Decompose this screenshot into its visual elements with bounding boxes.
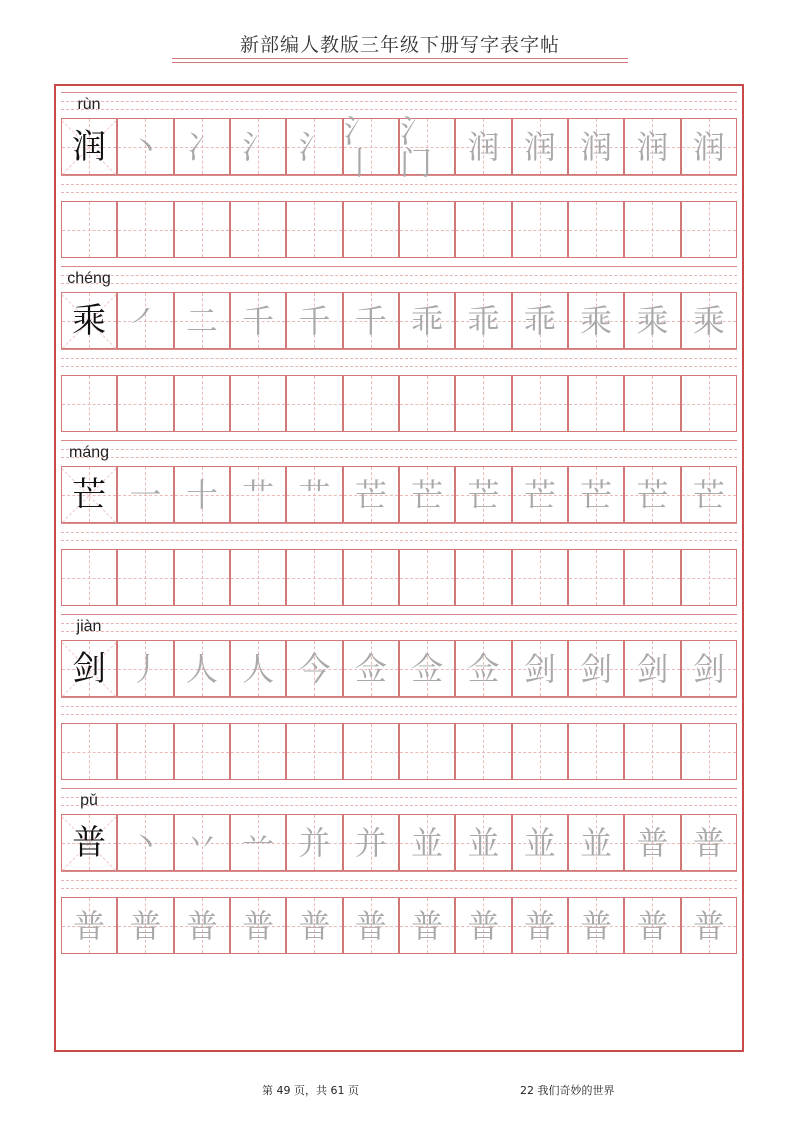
stroke-cell: [568, 118, 624, 175]
stroke-cell: [343, 466, 399, 523]
pinyin-guide-line: [61, 175, 737, 176]
practice-cell: [681, 897, 737, 954]
stroke-cell: [681, 640, 737, 697]
stroke-cell: [512, 814, 568, 871]
center-guide: [596, 550, 597, 605]
model-character: 剑: [72, 648, 107, 689]
stroke-order-character: 润: [523, 127, 556, 166]
stroke-order-character: 艹: [298, 475, 331, 514]
stroke-order-character: 丿: [129, 649, 162, 688]
stroke-order-character: 芒: [580, 475, 613, 514]
model-cell: [61, 292, 117, 349]
practice-cell: [681, 201, 737, 258]
center-guide: [540, 550, 541, 605]
model-character: 乘: [72, 300, 107, 341]
center-guide: [427, 550, 428, 605]
pinyin-label: máng: [68, 444, 110, 461]
trace-character: 普: [73, 906, 106, 945]
stroke-cell: [174, 640, 230, 697]
center-guide: [371, 376, 372, 431]
practice-cell: [624, 897, 680, 954]
stroke-order-character: 千: [298, 301, 331, 340]
pinyin-guide-line: [61, 349, 737, 350]
center-guide: [371, 550, 372, 605]
stroke-cell: [399, 640, 455, 697]
stroke-cell: [681, 466, 737, 523]
trace-character: 普: [467, 906, 500, 945]
practice-cell: [61, 897, 117, 954]
center-guide: [371, 202, 372, 257]
stroke-cell: [624, 292, 680, 349]
model-character: 芒: [72, 474, 107, 515]
stroke-cell: [512, 292, 568, 349]
stroke-cell: [230, 292, 286, 349]
center-guide: [89, 376, 90, 431]
title-underline: [172, 58, 628, 59]
practice-cell: [568, 723, 624, 780]
stroke-order-character: 剑: [692, 649, 725, 688]
practice-cell: [455, 375, 511, 432]
center-guide: [427, 376, 428, 431]
page-title: 新部编人教版三年级下册写字表字帖: [239, 34, 560, 56]
practice-cell: [61, 201, 117, 258]
pinyin-guide-line: [61, 366, 737, 367]
stroke-cell: [286, 118, 342, 175]
practice-cell: [512, 201, 568, 258]
center-guide: [202, 202, 203, 257]
practice-cell: [174, 375, 230, 432]
stroke-cell: [286, 640, 342, 697]
pinyin-guide-line: [61, 871, 737, 872]
center-guide: [540, 376, 541, 431]
stroke-order-character: 千: [354, 301, 387, 340]
practice-cell: [343, 549, 399, 606]
practice-cell: [399, 549, 455, 606]
center-guide: [314, 724, 315, 779]
stroke-cell: [117, 118, 173, 175]
practice-cell: [286, 375, 342, 432]
trace-character: 普: [242, 906, 275, 945]
model-cell: [61, 118, 117, 175]
stroke-cell: [399, 814, 455, 871]
stroke-cell: [455, 466, 511, 523]
center-guide: [258, 724, 259, 779]
center-guide: [652, 550, 653, 605]
pinyin-guide-line: [61, 275, 737, 276]
center-guide: [89, 550, 90, 605]
pinyin-label: chéng: [67, 270, 111, 287]
practice-cell: [286, 897, 342, 954]
practice-cell: [286, 723, 342, 780]
center-guide: [202, 550, 203, 605]
practice-cell: [681, 723, 737, 780]
stroke-order-character: 二: [185, 301, 218, 340]
stroke-order-character: 今: [298, 649, 331, 688]
stroke-order-character: 佥: [467, 649, 500, 688]
practice-cell: [512, 549, 568, 606]
stroke-order-character: 芒: [411, 475, 444, 514]
stroke-cell: [286, 814, 342, 871]
stroke-order-character: 佥: [411, 649, 444, 688]
practice-cell: [624, 723, 680, 780]
stroke-order-character: 乖: [467, 301, 500, 340]
stroke-order-character: 芒: [523, 475, 556, 514]
practice-cell: [61, 375, 117, 432]
pinyin-guide-line: [61, 457, 737, 458]
stroke-order-character: 並: [411, 823, 444, 862]
stroke-cell: [624, 814, 680, 871]
pinyin-guide-line: [61, 101, 737, 102]
practice-cell: [343, 897, 399, 954]
stroke-cell: [455, 292, 511, 349]
practice-cell: [343, 201, 399, 258]
practice-cell: [455, 723, 511, 780]
stroke-order-character: 乘: [692, 301, 725, 340]
practice-cell: [568, 375, 624, 432]
stroke-cell: [681, 814, 737, 871]
stroke-cell: [343, 292, 399, 349]
practice-cell: [512, 897, 568, 954]
stroke-cell: [174, 292, 230, 349]
pinyin-guide-line: [61, 888, 737, 889]
practice-cell: [624, 375, 680, 432]
stroke-order-character: 並: [467, 823, 500, 862]
stroke-cell: [399, 466, 455, 523]
center-guide: [202, 376, 203, 431]
stroke-cell: [512, 118, 568, 175]
stroke-order-character: 剑: [523, 649, 556, 688]
stroke-order-character: 氵丨: [343, 111, 376, 182]
stroke-cell: [174, 466, 230, 523]
practice-cell: [399, 897, 455, 954]
pinyin-guide-line: [61, 283, 737, 284]
center-guide: [709, 376, 710, 431]
center-guide: [483, 550, 484, 605]
stroke-order-character: 并: [354, 823, 387, 862]
center-guide: [483, 202, 484, 257]
character-unit: [61, 440, 737, 614]
practice-cell: [117, 201, 173, 258]
practice-cell: [174, 723, 230, 780]
practice-cell: [455, 201, 511, 258]
stroke-cell: [117, 466, 173, 523]
stroke-cell: [624, 640, 680, 697]
stroke-cell: [455, 814, 511, 871]
pinyin-guide-line: [61, 880, 737, 881]
stroke-order-character: 一: [129, 475, 162, 514]
practice-cell: [681, 375, 737, 432]
stroke-cell: [512, 640, 568, 697]
pinyin-guide-line: [61, 631, 737, 632]
trace-character: 普: [636, 906, 669, 945]
pinyin-guide-line: [61, 788, 737, 789]
center-guide: [540, 724, 541, 779]
pinyin-guide-line: [61, 797, 737, 798]
pinyin-guide-line: [61, 109, 737, 110]
pinyin-guide-line: [61, 623, 737, 624]
page-number: 第 49 页，共 61 页: [262, 1084, 359, 1097]
model-character: 润: [72, 126, 107, 167]
stroke-cell: [117, 640, 173, 697]
stroke-cell: [624, 466, 680, 523]
trace-character: 普: [411, 906, 444, 945]
center-guide: [540, 202, 541, 257]
stroke-cell: [681, 118, 737, 175]
stroke-order-character: 千: [242, 301, 275, 340]
stroke-order-character: ㇒: [129, 301, 162, 340]
practice-cell: [61, 723, 117, 780]
practice-cell: [230, 201, 286, 258]
stroke-order-character: 剑: [636, 649, 669, 688]
model-cell: [61, 814, 117, 871]
character-unit: [61, 92, 737, 266]
practice-cell: [399, 375, 455, 432]
stroke-cell: [399, 111, 455, 182]
pinyin-guide-line: [61, 714, 737, 715]
practice-cell: [230, 549, 286, 606]
stroke-order-character: 润: [692, 127, 725, 166]
stroke-order-character: 䒑: [242, 823, 275, 862]
stroke-order-character: 佥: [354, 649, 387, 688]
stroke-order-character: 丶: [129, 127, 162, 166]
center-guide: [314, 202, 315, 257]
stroke-order-character: 人: [185, 649, 218, 688]
stroke-cell: [230, 640, 286, 697]
stroke-order-character: 普: [636, 823, 669, 862]
stroke-order-character: 十: [185, 475, 218, 514]
practice-cell: [174, 897, 230, 954]
trace-character: 普: [523, 906, 556, 945]
center-guide: [145, 550, 146, 605]
center-guide: [89, 202, 90, 257]
stroke-cell: [286, 292, 342, 349]
center-guide: [145, 724, 146, 779]
stroke-order-character: 剑: [580, 649, 613, 688]
trace-character: 普: [580, 906, 613, 945]
center-guide: [483, 376, 484, 431]
center-guide: [427, 202, 428, 257]
stroke-cell: [681, 292, 737, 349]
pinyin-guide-line: [61, 540, 737, 541]
character-unit: [61, 614, 737, 788]
trace-character: 普: [298, 906, 331, 945]
trace-character: 普: [354, 906, 387, 945]
center-guide: [652, 724, 653, 779]
stroke-order-character: 润: [580, 127, 613, 166]
pinyin-guide-line: [61, 192, 737, 193]
stroke-order-character: 並: [580, 823, 613, 862]
stroke-cell: [174, 118, 230, 175]
pinyin-guide-line: [61, 184, 737, 185]
stroke-order-character: 丷: [185, 823, 218, 862]
pinyin-guide-line: [61, 440, 737, 441]
stroke-order-character: 乖: [523, 301, 556, 340]
pinyin-label: rùn: [77, 96, 101, 113]
pinyin-guide-line: [61, 614, 737, 615]
pinyin-guide-line: [61, 449, 737, 450]
center-guide: [202, 724, 203, 779]
stroke-order-character: 氵: [242, 127, 275, 166]
practice-grid: [61, 92, 737, 1052]
stroke-cell: [455, 118, 511, 175]
practice-cell: [399, 201, 455, 258]
practice-cell: [343, 375, 399, 432]
center-guide: [596, 724, 597, 779]
model-cell: [61, 466, 117, 523]
pinyin-guide-line: [61, 523, 737, 524]
center-guide: [371, 724, 372, 779]
center-guide: [652, 202, 653, 257]
practice-cell: [117, 897, 173, 954]
stroke-order-character: 冫: [185, 127, 218, 166]
practice-cell: [230, 897, 286, 954]
stroke-cell: [568, 466, 624, 523]
practice-cell: [117, 549, 173, 606]
practice-cell: [286, 549, 342, 606]
stroke-order-character: 并: [298, 823, 331, 862]
pinyin-label: jiàn: [76, 618, 102, 635]
model-character: 普: [72, 822, 107, 863]
practice-cell: [230, 723, 286, 780]
practice-cell: [568, 201, 624, 258]
practice-cell: [174, 549, 230, 606]
practice-cell: [230, 375, 286, 432]
center-guide: [596, 376, 597, 431]
pinyin-guide-line: [61, 706, 737, 707]
stroke-cell: [230, 814, 286, 871]
stroke-order-character: 丶: [129, 823, 162, 862]
model-cell: [61, 640, 117, 697]
pinyin-guide-line: [61, 697, 737, 698]
character-unit: [61, 788, 737, 962]
practice-cell: [117, 375, 173, 432]
stroke-order-character: 人: [242, 649, 275, 688]
practice-cell: [624, 201, 680, 258]
pinyin-guide-line: [61, 266, 737, 267]
stroke-order-character: 润: [467, 127, 500, 166]
center-guide: [258, 376, 259, 431]
center-guide: [709, 724, 710, 779]
center-guide: [483, 724, 484, 779]
pinyin-guide-line: [61, 92, 737, 93]
pinyin-guide-line: [61, 358, 737, 359]
stroke-cell: [343, 111, 399, 182]
pinyin-label: pǔ: [80, 792, 98, 809]
stroke-cell: [343, 814, 399, 871]
practice-cell: [455, 897, 511, 954]
practice-cell: [286, 201, 342, 258]
stroke-order-character: 芒: [467, 475, 500, 514]
stroke-cell: [568, 292, 624, 349]
trace-character: 普: [185, 906, 218, 945]
stroke-order-character: 乘: [580, 301, 613, 340]
center-guide: [145, 376, 146, 431]
stroke-cell: [568, 640, 624, 697]
stroke-order-character: 芒: [354, 475, 387, 514]
stroke-cell: [117, 292, 173, 349]
center-guide: [89, 724, 90, 779]
practice-cell: [174, 201, 230, 258]
stroke-order-character: 氵门: [400, 111, 433, 182]
practice-cell: [512, 723, 568, 780]
stroke-order-character: 乘: [636, 301, 669, 340]
practice-cell: [343, 723, 399, 780]
stroke-cell: [568, 814, 624, 871]
pinyin-guide-line: [61, 805, 737, 806]
practice-cell: [624, 549, 680, 606]
practice-cell: [117, 723, 173, 780]
stroke-cell: [230, 118, 286, 175]
stroke-cell: [286, 466, 342, 523]
practice-cell: [512, 375, 568, 432]
stroke-order-character: 艹: [242, 475, 275, 514]
practice-cell: [455, 549, 511, 606]
stroke-cell: [174, 814, 230, 871]
stroke-order-character: 乖: [411, 301, 444, 340]
center-guide: [258, 550, 259, 605]
pinyin-guide-line: [61, 532, 737, 533]
trace-character: 普: [129, 906, 162, 945]
practice-cell: [61, 549, 117, 606]
lesson-title: 22 我们奇妙的世界: [520, 1084, 615, 1097]
stroke-cell: [230, 466, 286, 523]
stroke-order-character: 润: [636, 127, 669, 166]
practice-cell: [399, 723, 455, 780]
center-guide: [709, 550, 710, 605]
stroke-cell: [455, 640, 511, 697]
stroke-cell: [624, 118, 680, 175]
practice-cell: [568, 897, 624, 954]
stroke-cell: [117, 814, 173, 871]
center-guide: [596, 202, 597, 257]
practice-cell: [568, 549, 624, 606]
center-guide: [145, 202, 146, 257]
character-unit: [61, 266, 737, 440]
stroke-cell: [343, 640, 399, 697]
practice-cell: [681, 549, 737, 606]
stroke-order-character: 並: [523, 823, 556, 862]
center-guide: [427, 724, 428, 779]
center-guide: [314, 376, 315, 431]
trace-character: 普: [692, 906, 725, 945]
title-underline-thin: [172, 62, 628, 63]
stroke-order-character: 普: [692, 823, 725, 862]
center-guide: [258, 202, 259, 257]
center-guide: [314, 550, 315, 605]
center-guide: [709, 202, 710, 257]
center-guide: [652, 376, 653, 431]
stroke-order-character: 芒: [692, 475, 725, 514]
stroke-order-character: 氵: [298, 127, 331, 166]
stroke-cell: [399, 292, 455, 349]
stroke-cell: [512, 466, 568, 523]
stroke-order-character: 芒: [636, 475, 669, 514]
